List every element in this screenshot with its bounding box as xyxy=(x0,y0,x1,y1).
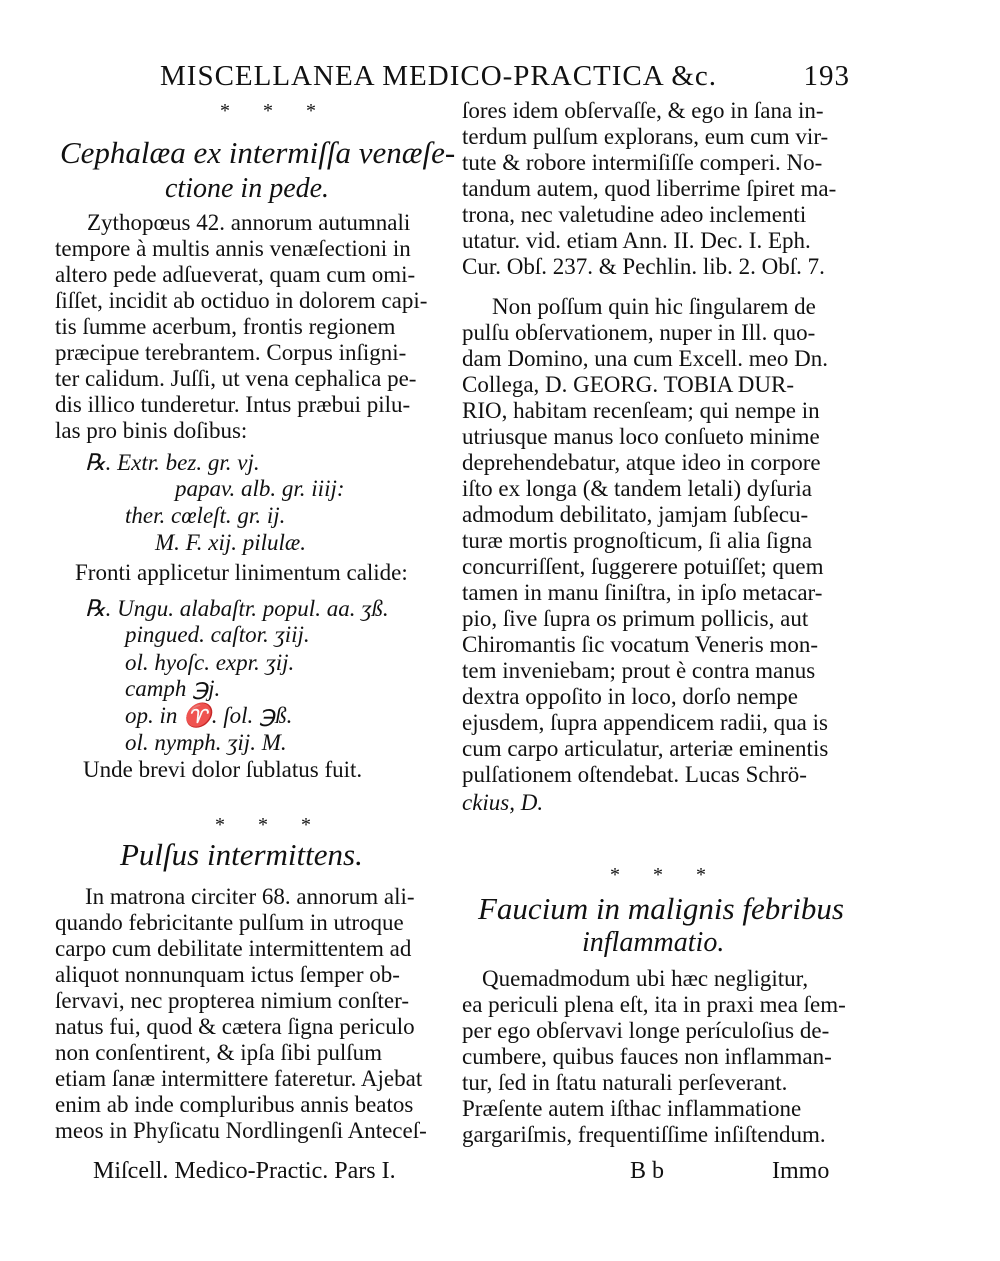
section-title-line: inflammatio. xyxy=(582,927,725,958)
text-line: tamen in manu ſiniſtra, in ipſo metacar- xyxy=(462,580,823,605)
text-line: enim ab inde compluribus annis beatos xyxy=(55,1092,414,1117)
text-line: meos in Phyſicatu Nordlingenſi Anteceſ- xyxy=(55,1118,427,1143)
text-line: Cur. Obſ. 237. & Pechlin. lib. 2. Obſ. 7. xyxy=(462,254,825,279)
text-line: cum carpo articulatur, arteriæ eminentis xyxy=(462,736,829,761)
recipe-line: ther. cœleſt. gr. ij. xyxy=(125,503,286,528)
text-line: iſto ex longa (& tandem letali) dyſuria xyxy=(462,476,813,501)
text-line: Unde brevi dolor ſublatus fuit. xyxy=(83,757,363,782)
recipe-line: papav. alb. gr. iiij: xyxy=(175,476,345,501)
text-line: gargariſmis, frequentiſſime inſiſtendum. xyxy=(462,1122,826,1147)
recipe-line: ℞. Extr. bez. gr. vj. xyxy=(85,450,260,475)
text-line: tis ſumme acerbum, frontis regionem xyxy=(55,314,396,339)
text-line: altero pede adſueverat, quam cum omi- xyxy=(55,262,416,287)
text-line: aliquot nonnunquam ictus ſemper ob- xyxy=(55,962,400,987)
text-line: Non poſſum quin hic ſingularem de xyxy=(492,294,816,319)
signature-mark: B b xyxy=(630,1158,665,1184)
section-title-line: ctione in pede. xyxy=(165,173,330,204)
text-line: Zythopœus 42. annorum autumnali xyxy=(87,210,411,235)
text-line: Quemadmodum ubi hæc negligitur, xyxy=(482,966,809,991)
text-line: ea periculi plena eſt, ita in praxi mea ſem- xyxy=(462,992,846,1017)
section-stars: * * * xyxy=(610,864,720,886)
recipe-line: ol. nymph. ʒij. M. xyxy=(125,730,287,755)
text-line: quando febricitante pulſum in utroque xyxy=(55,910,404,935)
text-line: non conſentirent, & ipſa ſibi pulſum xyxy=(55,1040,383,1065)
text-line: cumbere, quibus fauces non inflamman- xyxy=(462,1044,832,1069)
recipe-line: ℞. Ungu. alabaſtr. popul. aa. ʒß. xyxy=(85,596,389,621)
text-line: ſiſſet, incidit ab octiduo in dolorem capi- xyxy=(55,288,428,313)
text-line: terdum pulſum explorans, eum cum vir- xyxy=(462,124,829,149)
text-line: natus fui, quod & cætera ſigna periculo xyxy=(55,1014,415,1039)
text-line: deprehendebatur, atque ideo in corpore xyxy=(462,450,821,475)
section-title-line: Cephalæa ex intermiſſa venæſe- xyxy=(60,135,456,170)
text-line: carpo cum debilitate intermittentem ad xyxy=(55,936,412,961)
text-line: dis illico tunderetur. Intus præbui pilu- xyxy=(55,392,411,417)
text-line: Fronti applicetur linimentum calide: xyxy=(75,560,408,585)
text-line: dam Domino, una cum Excell. meo Dn. xyxy=(462,346,829,371)
running-title: MISCELLANEA MEDICO-PRACTICA &c. xyxy=(160,60,718,92)
text-line: præcipue terebrantem. Corpus inſigni- xyxy=(55,340,407,365)
footer-title: Miſcell. Medico-Practic. Pars I. xyxy=(93,1158,396,1184)
text-line: Chiromantis ſic vocatum Veneris mon- xyxy=(462,632,819,657)
recipe-line: ol. hyoſc. expr. ʒij. xyxy=(125,650,295,675)
text-line: tempore à multis annis venæſectioni in xyxy=(55,236,411,261)
section-title: Pulſus intermittens. xyxy=(120,837,363,872)
text-line: dextra oppoſito in loco, dorſo nempe xyxy=(462,684,798,709)
text-line: Collega, D. GEORG. TOBIA DUR- xyxy=(462,372,795,397)
text-line: tem inveniebam; prout è contra manus xyxy=(462,658,816,683)
text-line: pulſu obſervationem, nuper in Ill. quo- xyxy=(462,320,816,345)
text-line: admodum debilitato, jamjam ſubſecu- xyxy=(462,502,809,527)
text-line: In matrona circiter 68. annorum ali- xyxy=(85,884,415,909)
text-line: per ego obſervavi longe perículoſius de- xyxy=(462,1018,830,1043)
text-line: ejusdem, ſupra appendicem radii, qua is xyxy=(462,710,828,735)
text-line: tur, ſed in ſtatu naturali perſeverant. xyxy=(462,1070,788,1095)
text-line: RIO, habitam recenſeam; qui nempe in xyxy=(462,398,820,423)
section-stars: * * * xyxy=(215,814,325,836)
text-line: utriusque manus loco conſueto minime xyxy=(462,424,820,449)
text-line: ſervavi, nec propterea nimium conſter- xyxy=(55,988,409,1013)
text-line: tute & robore intermiſiſſe comperi. No- xyxy=(462,150,823,175)
text-line: pulſationem oſtendebat. Lucas Schrö- xyxy=(462,762,807,787)
text-line: las pro binis doſibus: xyxy=(55,418,248,443)
text-line: ſores idem obſervaſſe, & ego in ſana in- xyxy=(462,98,824,123)
text-line: pio, ſive ſupra os primum pollicis, aut xyxy=(462,606,809,631)
text-line: utatur. vid. etiam Ann. II. Dec. I. Eph. xyxy=(462,228,811,253)
catchword: Immo xyxy=(772,1158,830,1184)
text-line: turæ mortis prognoſticum, ſi alia ſigna xyxy=(462,528,813,553)
text-line: concurriſſent, ſuggerere potuiſſet; quem xyxy=(462,554,824,579)
section-title-line: Faucium in malignis febribus xyxy=(478,891,844,926)
running-head xyxy=(160,60,850,93)
section-stars: * * * xyxy=(220,100,330,122)
page-number: 193 xyxy=(803,60,850,92)
recipe-line: M. F. xij. pilulæ. xyxy=(155,530,306,555)
recipe-line: op. in ♈. ſol. ℈ß. xyxy=(125,703,293,728)
text-line: trona, nec valetudine adeo inclementi xyxy=(462,202,807,227)
text-line: tandum autem, quod liberrime ſpiret ma- xyxy=(462,176,837,201)
signature-line: ckius, D. xyxy=(462,790,544,815)
text-line: ter calidum. Juſſi, ut vena cephalica pe- xyxy=(55,366,417,391)
recipe-line: camph ℈j. xyxy=(125,676,221,701)
recipe-line: pingued. caſtor. ʒiij. xyxy=(125,622,310,647)
text-line: etiam ſanæ intermittere fateretur. Ajebat xyxy=(55,1066,423,1091)
text-line: Præſente autem iſthac inflammatione xyxy=(462,1096,802,1121)
